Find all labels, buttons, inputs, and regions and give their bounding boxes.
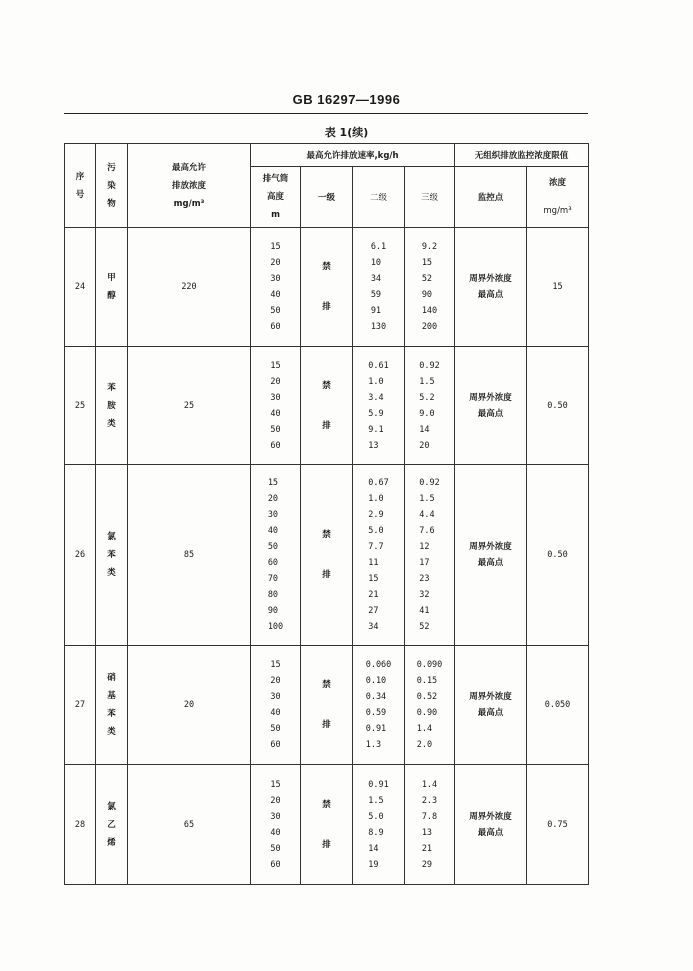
column-header-max-concentration xyxy=(128,144,251,228)
concentration-cell xyxy=(527,347,589,465)
max-concentration-value: 220 xyxy=(181,282,197,292)
grade3-cell xyxy=(405,646,455,765)
stack-height-value: 15 xyxy=(270,242,281,252)
stack-height-value: 30 xyxy=(270,274,281,284)
grade1-cell xyxy=(301,765,353,885)
grade3-list xyxy=(422,239,437,335)
grade3-value: 52 xyxy=(421,274,433,284)
grade2-value: 13 xyxy=(368,440,379,451)
grade2-value: 1.0 xyxy=(368,494,384,504)
monitor-point-cell xyxy=(455,228,527,347)
grade1-cell xyxy=(301,347,353,465)
grade1-cell xyxy=(301,228,353,347)
pollutant-cell xyxy=(96,465,128,646)
grade1-cell xyxy=(301,465,353,646)
monitor-point-line: 最高点 xyxy=(477,558,504,568)
pollutant-char: 醇 xyxy=(107,291,116,301)
pollutant-char: 胺 xyxy=(107,400,116,411)
grade2-cell xyxy=(353,765,405,885)
seq-header-char: 序 xyxy=(75,171,85,182)
grade2-cell xyxy=(353,228,405,347)
stack-height-value: 30 xyxy=(270,811,281,822)
concentration-header-unit: mg/m³ xyxy=(543,206,572,216)
grade1-prohibited xyxy=(322,366,331,446)
stack-height-value: 50 xyxy=(270,306,281,316)
stack-height-value: 30 xyxy=(270,392,281,403)
monitor-point-line: 周界外浓度 xyxy=(469,811,512,822)
stack-height-value: 40 xyxy=(267,526,279,536)
stack-height-value: 60 xyxy=(270,859,281,870)
grade2-value: 10 xyxy=(370,258,382,268)
grade3-value: 90 xyxy=(421,290,433,300)
grade3-value: 0.92 xyxy=(419,478,440,488)
stack-height-cell xyxy=(251,228,301,347)
stack-height-value: 30 xyxy=(267,510,279,520)
grade2-value: 34 xyxy=(370,274,382,284)
grade3-value: 2.3 xyxy=(421,795,438,806)
max-concentration-header-text xyxy=(172,159,206,213)
concentration-value: 0.75 xyxy=(547,819,568,830)
stack-height-value: 100 xyxy=(267,622,284,632)
max-concentration-cell xyxy=(128,646,251,765)
column-header-monitor-point: 监控点 xyxy=(455,167,527,228)
pollutant-char: 类 xyxy=(107,418,116,429)
grade3-value: 140 xyxy=(421,306,438,316)
grade3-value: 0.92 xyxy=(419,360,440,371)
pollutant-char: 类 xyxy=(107,727,116,737)
grade2-value: 130 xyxy=(370,322,387,332)
pollutant-name xyxy=(107,379,116,433)
grade1-prohibited xyxy=(322,515,331,595)
stack-height-value: 15 xyxy=(270,660,281,670)
pollutant-char: 苯 xyxy=(107,382,116,393)
grade1-prohibited xyxy=(322,785,331,865)
stack-height-value: 40 xyxy=(270,827,281,838)
table-title: 表 1(续) xyxy=(324,126,369,139)
stack-height-value: 60 xyxy=(267,558,279,568)
grade2-value: 0.91 xyxy=(368,779,389,790)
stack-height-list xyxy=(270,358,280,454)
grade3-value: 1.5 xyxy=(419,494,435,504)
grade3-value: 4.4 xyxy=(419,510,435,520)
grade2-value: 0.67 xyxy=(368,478,389,488)
seq-cell xyxy=(65,228,96,347)
grade3-value: 41 xyxy=(419,606,430,616)
grade2-list xyxy=(368,358,388,454)
pollutant-name xyxy=(107,269,116,305)
pollutant-cell xyxy=(96,228,128,347)
stack-height-header-line: 高度 xyxy=(266,192,284,202)
grade3-value: 0.52 xyxy=(416,692,438,702)
emission-standards-table xyxy=(64,143,589,885)
grade1-char: 禁 xyxy=(322,680,331,690)
grade1-char: 禁 xyxy=(322,262,331,272)
grade3-value: 17 xyxy=(419,558,430,568)
grade2-value: 1.3 xyxy=(365,740,382,750)
concentration-cell xyxy=(527,765,589,885)
grade2-value: 14 xyxy=(368,843,379,854)
stack-height-value: 20 xyxy=(270,376,281,387)
grade3-value: 14 xyxy=(419,424,430,435)
monitor-point-cell xyxy=(455,347,527,465)
seq-cell xyxy=(65,765,96,885)
grade2-value: 5.0 xyxy=(368,811,384,822)
grade2-value: 59 xyxy=(370,290,382,300)
seq-number: 27 xyxy=(74,700,86,710)
pollutant-header-char: 物 xyxy=(107,198,116,209)
grade2-value: 0.060 xyxy=(365,660,392,670)
monitor-point-cell xyxy=(455,765,527,885)
table-row xyxy=(65,228,589,347)
grade3-value: 0.090 xyxy=(416,660,443,670)
pollutant-char: 甲 xyxy=(107,273,116,283)
grade2-value: 2.9 xyxy=(368,510,384,520)
stack-height-value: 20 xyxy=(270,676,281,686)
grade1-char: 排 xyxy=(322,420,331,431)
concentration-header-label: 浓度 xyxy=(549,178,567,188)
table-body xyxy=(65,228,589,885)
seq-cell xyxy=(65,465,96,646)
grade2-value: 7.7 xyxy=(368,542,384,552)
monitor-point-line: 周界外浓度 xyxy=(469,392,512,403)
pollutant-char: 基 xyxy=(107,691,116,701)
column-header-pollutant xyxy=(96,144,128,228)
table-row xyxy=(65,465,589,646)
stack-height-cell xyxy=(251,646,301,765)
pollutant-header-char: 染 xyxy=(107,180,116,191)
grade2-value: 8.9 xyxy=(368,827,384,838)
grade1-char: 禁 xyxy=(322,380,331,391)
concentration-value: 0.050 xyxy=(544,700,571,710)
grade3-value: 0.90 xyxy=(416,708,438,718)
max-concentration-cell xyxy=(128,765,251,885)
grade3-value: 15 xyxy=(421,258,433,268)
seq-header-text xyxy=(76,168,85,204)
grade3-value: 0.15 xyxy=(416,676,438,686)
column-header-grade1: 一级 xyxy=(301,167,353,228)
pollutant-char: 类 xyxy=(107,568,116,578)
grade1-char: 排 xyxy=(322,302,331,312)
monitor-point-line: 最高点 xyxy=(477,408,504,419)
grade2-cell xyxy=(353,347,405,465)
grade3-value: 52 xyxy=(419,622,430,632)
stack-height-value: 40 xyxy=(270,290,281,300)
grade3-cell xyxy=(405,765,455,885)
max-concentration-cell xyxy=(128,228,251,347)
seq-cell xyxy=(65,347,96,465)
stack-height-value: 20 xyxy=(267,494,279,504)
column-header-seq xyxy=(65,144,96,228)
stack-height-value: 50 xyxy=(270,724,281,734)
grade2-value: 9.1 xyxy=(368,424,384,435)
pollutant-name xyxy=(107,798,116,852)
grade2-value: 1.0 xyxy=(368,376,384,387)
pollutant-char: 硝 xyxy=(107,673,116,683)
stack-height-cell xyxy=(251,347,301,465)
grade2-value: 3.4 xyxy=(368,392,384,403)
seq-number: 26 xyxy=(74,550,86,560)
column-header-grade3: 三级 xyxy=(405,167,455,228)
grade3-value: 32 xyxy=(419,590,430,600)
max-concentration-cell xyxy=(128,347,251,465)
grade3-cell xyxy=(405,347,455,465)
grade3-value: 7.6 xyxy=(419,526,435,536)
grade3-value: 9.2 xyxy=(421,242,438,252)
pollutant-char: 苯 xyxy=(107,550,116,560)
stack-height-cell xyxy=(251,765,301,885)
monitor-point-text xyxy=(455,390,526,422)
pollutant-char: 烯 xyxy=(107,837,116,848)
grade3-value: 5.2 xyxy=(419,392,435,403)
grade2-value: 0.91 xyxy=(365,724,387,734)
grade2-value: 11 xyxy=(368,558,379,568)
grade3-value: 23 xyxy=(419,574,430,584)
table-row xyxy=(65,646,589,765)
concentration-value: 0.50 xyxy=(547,550,568,560)
grade1-char: 禁 xyxy=(322,799,331,810)
column-group-fugitive-limit: 无组织排放监控浓度限值 xyxy=(455,144,589,167)
stack-height-value: 40 xyxy=(270,408,281,419)
grade2-value: 5.9 xyxy=(368,408,384,419)
monitor-point-line: 最高点 xyxy=(477,827,504,838)
stack-height-header-text xyxy=(263,170,289,224)
stack-height-value: 80 xyxy=(267,590,279,600)
column-group-emission-rate: 最高允许排放速率,kg/h xyxy=(251,144,455,167)
pollutant-char: 氯 xyxy=(107,532,116,542)
grade3-value: 21 xyxy=(421,843,433,854)
grade2-value: 19 xyxy=(368,859,379,870)
grade3-list xyxy=(422,777,437,873)
grade2-value: 1.5 xyxy=(368,795,384,806)
grade2-value: 0.59 xyxy=(365,708,387,718)
pollutant-name xyxy=(107,528,116,582)
grade1-cell xyxy=(301,646,353,765)
grade3-list xyxy=(419,475,439,635)
stack-height-header-unit: m xyxy=(271,210,280,220)
grade3-value: 1.5 xyxy=(419,376,435,387)
monitor-point-text xyxy=(455,539,526,571)
grade2-value: 0.10 xyxy=(365,676,387,686)
grade3-value: 12 xyxy=(419,542,430,552)
grade3-value: 1.4 xyxy=(421,779,438,790)
grade2-value: 27 xyxy=(368,606,379,616)
pollutant-header-text xyxy=(107,159,116,213)
grade3-list xyxy=(417,657,443,753)
stack-height-value: 60 xyxy=(270,322,281,332)
concentration-value: 15 xyxy=(552,282,563,292)
grade3-value: 9.0 xyxy=(419,408,435,419)
concentration-cell xyxy=(527,465,589,646)
grade2-list xyxy=(368,777,388,873)
grade2-cell xyxy=(353,646,405,765)
grade3-value: 7.8 xyxy=(421,811,438,822)
concentration-header-spacer xyxy=(543,190,571,204)
stack-height-header-line: 排气筒 xyxy=(262,174,289,184)
column-header-grade2: 二级 xyxy=(353,167,405,228)
stack-height-value: 15 xyxy=(267,478,279,488)
concentration-cell xyxy=(527,646,589,765)
pollutant-cell xyxy=(96,347,128,465)
pollutant-name xyxy=(107,669,116,741)
table-row xyxy=(65,347,589,465)
grade2-value: 0.34 xyxy=(365,692,387,702)
grade1-prohibited xyxy=(322,247,331,327)
monitor-point-line: 周界外浓度 xyxy=(469,274,512,284)
monitor-point-line: 周界外浓度 xyxy=(469,692,512,702)
document-header: GB 16297—1996 xyxy=(292,92,401,107)
max-concentration-cell xyxy=(128,465,251,646)
grade3-list xyxy=(419,358,439,454)
stack-height-value: 70 xyxy=(267,574,279,584)
grade2-cell xyxy=(353,465,405,646)
stack-height-value: 15 xyxy=(270,779,281,790)
pollutant-cell xyxy=(96,765,128,885)
stack-height-list xyxy=(270,657,280,753)
stack-height-value: 50 xyxy=(267,542,279,552)
pollutant-char: 苯 xyxy=(107,709,116,719)
grade2-list xyxy=(366,657,392,753)
concentration-header-text xyxy=(543,176,571,218)
seq-number: 28 xyxy=(74,819,86,830)
stack-height-value: 20 xyxy=(270,258,281,268)
grade1-prohibited xyxy=(322,665,331,745)
stack-height-list xyxy=(270,777,280,873)
grade3-cell xyxy=(405,228,455,347)
stack-height-value: 60 xyxy=(270,740,281,750)
grade3-cell xyxy=(405,465,455,646)
grade2-value: 91 xyxy=(370,306,382,316)
monitor-point-line: 周界外浓度 xyxy=(469,542,512,552)
pollutant-header-char: 污 xyxy=(107,162,116,173)
grade3-value: 29 xyxy=(421,859,433,870)
pollutant-cell xyxy=(96,646,128,765)
monitor-point-text xyxy=(455,809,526,841)
table-row xyxy=(65,765,589,885)
grade3-value: 2.0 xyxy=(416,740,433,750)
stack-height-value: 90 xyxy=(267,606,279,616)
grade2-value: 0.61 xyxy=(368,360,389,371)
grade2-value: 15 xyxy=(368,574,379,584)
stack-height-list xyxy=(270,239,280,335)
monitor-point-line: 最高点 xyxy=(477,290,504,300)
stack-height-value: 20 xyxy=(270,795,281,806)
grade3-value: 20 xyxy=(419,440,430,451)
stack-height-value: 40 xyxy=(270,708,281,718)
pollutant-char: 氯 xyxy=(107,801,116,812)
stack-height-value: 60 xyxy=(270,440,281,451)
column-header-stack-height xyxy=(251,167,301,228)
concentration-cell xyxy=(527,228,589,347)
grade2-value: 6.1 xyxy=(370,242,387,252)
monitor-point-cell xyxy=(455,465,527,646)
stack-height-value: 30 xyxy=(270,692,281,702)
grade1-char: 排 xyxy=(322,839,331,850)
stack-height-value: 50 xyxy=(270,843,281,854)
grade3-value: 1.4 xyxy=(416,724,433,734)
seq-cell xyxy=(65,646,96,765)
seq-number: 25 xyxy=(74,400,86,411)
monitor-point-line: 最高点 xyxy=(477,708,504,718)
concentration-value: 0.50 xyxy=(547,400,568,411)
grade2-list xyxy=(368,475,388,635)
grade3-value: 200 xyxy=(421,322,438,332)
max-concentration-value: 85 xyxy=(183,550,195,560)
stack-height-value: 50 xyxy=(270,424,281,435)
pollutant-char: 乙 xyxy=(107,819,116,830)
grade2-value: 5.0 xyxy=(368,526,384,536)
max-concentration-value: 20 xyxy=(183,700,195,710)
grade1-char: 排 xyxy=(322,570,331,580)
grade2-value: 21 xyxy=(368,590,379,600)
stack-height-cell xyxy=(251,465,301,646)
grade3-value: 13 xyxy=(421,827,433,838)
stack-height-value: 15 xyxy=(270,360,281,371)
monitor-point-cell xyxy=(455,646,527,765)
max-concentration-header-unit: mg/m³ xyxy=(173,198,205,209)
grade2-value: 34 xyxy=(368,622,379,632)
column-header-concentration xyxy=(527,167,589,228)
seq-number: 24 xyxy=(74,282,86,292)
max-concentration-header-line: 最高允许 xyxy=(171,162,206,173)
grade2-list xyxy=(371,239,386,335)
max-concentration-header-line: 排放浓度 xyxy=(171,180,206,191)
grade1-char: 禁 xyxy=(322,530,331,540)
header-rule xyxy=(64,113,588,114)
max-concentration-value: 25 xyxy=(183,400,195,411)
seq-header-char: 号 xyxy=(75,189,85,200)
monitor-point-text xyxy=(455,689,526,721)
stack-height-list xyxy=(268,475,283,635)
monitor-point-text xyxy=(455,271,526,303)
grade1-char: 排 xyxy=(322,720,331,730)
max-concentration-value: 65 xyxy=(183,819,195,830)
